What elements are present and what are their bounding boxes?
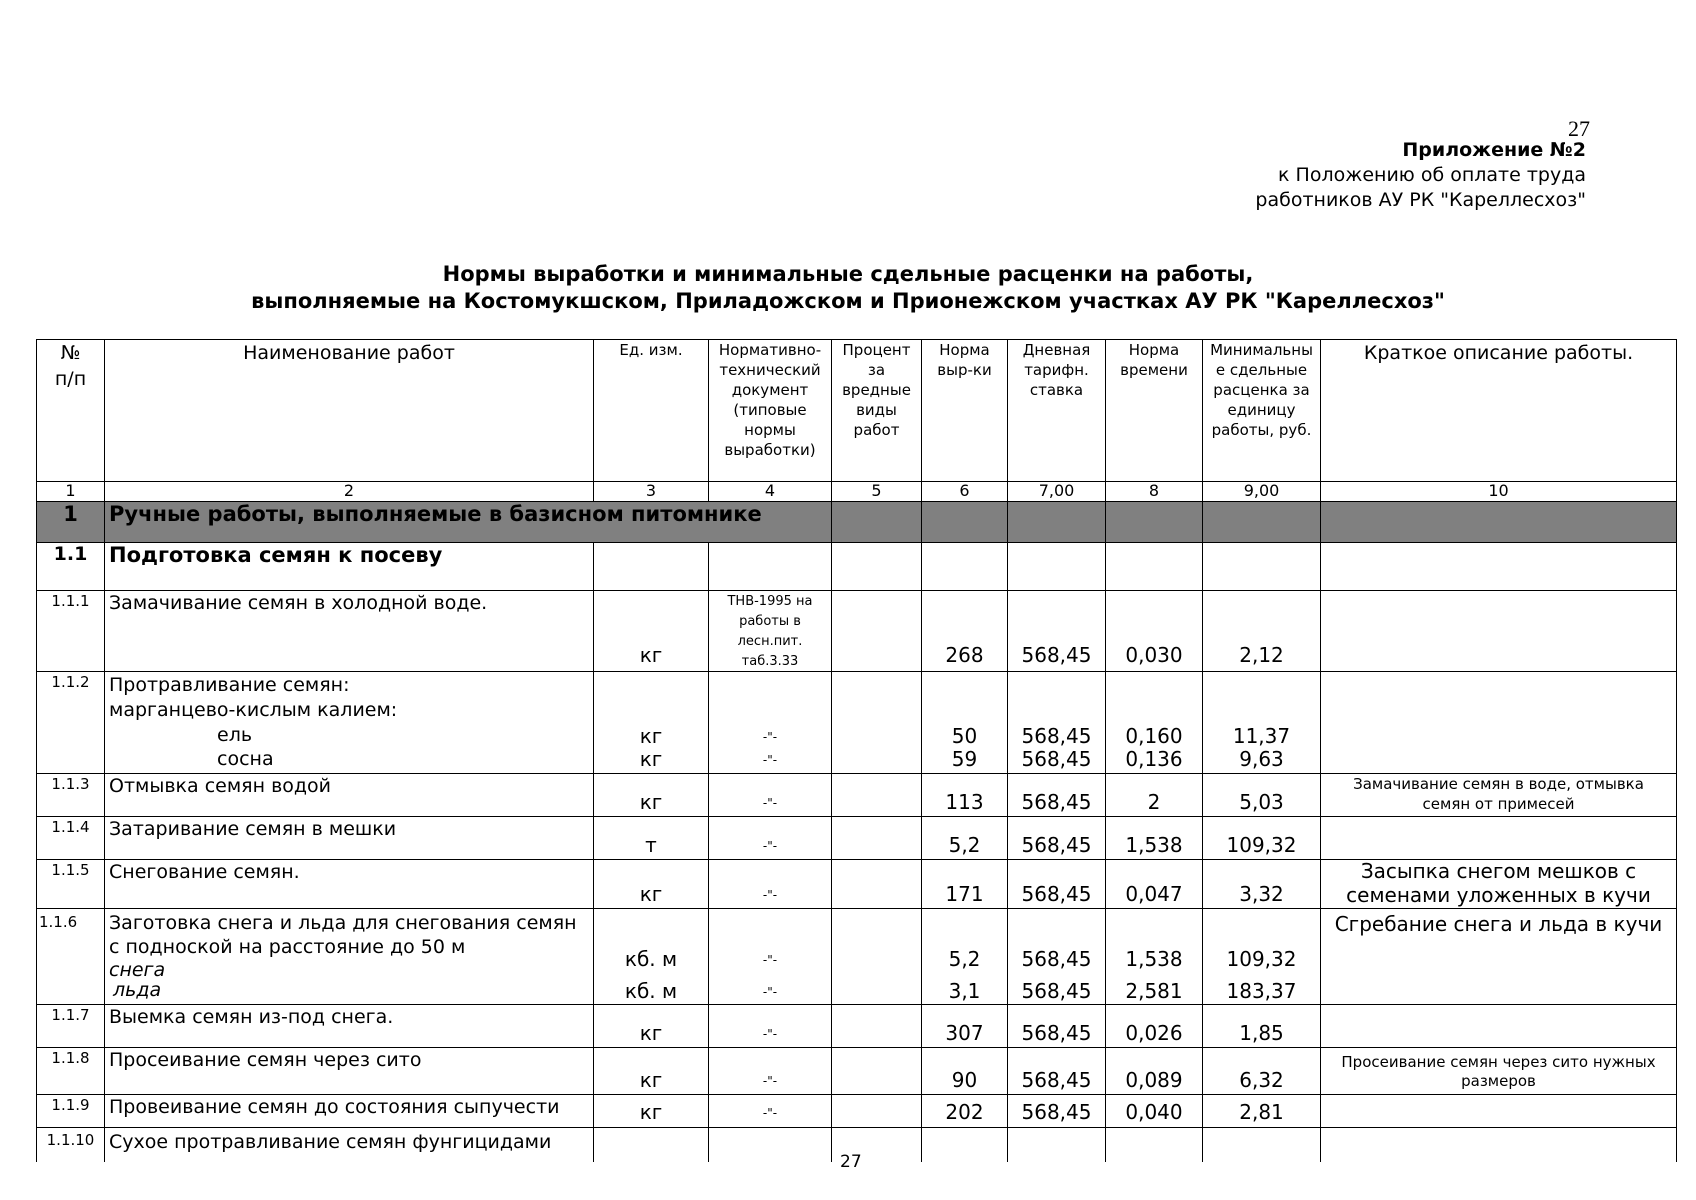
header-norm: Норма выр-ки [922, 340, 1008, 482]
header-no: № п/п [37, 340, 105, 482]
norm-value: 307 [945, 1021, 984, 1045]
description: семян от примесей [1422, 795, 1575, 813]
price-value: 3,32 [1239, 882, 1284, 906]
column-numbers-row [37, 482, 1677, 502]
description: размеров [1461, 1072, 1536, 1090]
col-number: 5 [832, 482, 922, 502]
work-name: Снегование семян. [109, 861, 300, 883]
norm-document: -"- [762, 1074, 778, 1088]
sub-item-name: снега [109, 959, 166, 981]
description: Сгребание снега и льда в кучи [1334, 912, 1663, 936]
time-value: 1,538 [1125, 833, 1183, 857]
section-row [37, 502, 1677, 543]
col-number: 8 [1106, 482, 1203, 502]
unit: кг [639, 1100, 663, 1124]
table-row [37, 1095, 1677, 1128]
unit: кг [639, 790, 663, 814]
rate-value: 568,45 [1021, 724, 1092, 748]
col-number: 9,00 [1203, 482, 1321, 502]
work-name: Сухое протравливание семян фунгицидами [109, 1131, 552, 1153]
subsection-row [37, 543, 1677, 591]
norm-value: 113 [945, 790, 984, 814]
col-number: 6 [922, 482, 1008, 502]
unit: кг [639, 747, 663, 771]
header-time: Норма времени [1106, 340, 1203, 482]
page-number-bottom: 27 [840, 1152, 862, 1172]
header-price: Минимальны е сдельные расценка за единицу работы, руб. [1203, 340, 1321, 482]
rate-value: 568,45 [1021, 979, 1092, 1003]
price-value: 2,12 [1239, 643, 1284, 667]
work-name: Замачивание семян в холодной воде. [109, 592, 488, 614]
time-value: 0,089 [1125, 1068, 1183, 1092]
unit: кг [639, 1021, 663, 1045]
row-number: 1.1.5 [51, 861, 90, 879]
row-number: 1.1.6 [39, 913, 78, 931]
subsection-number: 1.1 [37, 543, 105, 591]
document-title-line-2: выполняемые на Костомукшском, Приладожском и Прионежском участках АУ РК "Кареллесхоз" [251, 289, 1445, 313]
subsection-title: Подготовка семян к посеву [105, 543, 594, 591]
header-description: Краткое описание работы. [1321, 340, 1677, 482]
norm-value: 3,1 [948, 979, 981, 1003]
rate-value: 568,45 [1021, 882, 1092, 906]
unit: кг [639, 882, 663, 906]
col-number: 10 [1321, 482, 1677, 502]
appendix-title: Приложение №2 [1402, 139, 1586, 161]
norm-value: 202 [945, 1100, 984, 1124]
work-name: Просеивание семян через сито [109, 1049, 422, 1071]
rate-value: 568,45 [1021, 1021, 1092, 1045]
description: Просеивание семян через сито нужных [1341, 1053, 1656, 1071]
header-rate: Дневная тарифн. ставка [1008, 340, 1106, 482]
work-name: Заготовка снега и льда для снегования семян [109, 912, 577, 934]
col-number: 7,00 [1008, 482, 1106, 502]
rate-value: 568,45 [1021, 790, 1092, 814]
table-row [37, 672, 1677, 774]
col-number: 3 [594, 482, 709, 502]
row-number: 1.1.9 [51, 1096, 90, 1114]
norm-document: -"- [762, 753, 778, 767]
norm-document: -"- [762, 888, 778, 902]
rate-value: 568,45 [1021, 1100, 1092, 1124]
col-number: 4 [709, 482, 832, 502]
row-number: 1.1.1 [51, 592, 90, 610]
row-number: 1.1.8 [51, 1049, 90, 1067]
description: Замачивание семян в воде, отмывка [1353, 775, 1644, 793]
norms-table [36, 339, 1677, 1162]
table-row [37, 909, 1677, 1005]
unit: кг [639, 1068, 663, 1092]
norm-value: 90 [951, 1068, 978, 1092]
table-row [37, 591, 1677, 672]
norm-value: 5,2 [948, 833, 981, 857]
work-name: Отмывка семян водой [109, 775, 332, 797]
section-number: 1 [37, 502, 105, 543]
price-value: 183,37 [1226, 979, 1297, 1003]
row-number: 1.1.10 [46, 1131, 95, 1149]
norm-value: 59 [951, 747, 978, 771]
time-value: 1,538 [1125, 947, 1183, 971]
table-row [37, 817, 1677, 860]
norm-value: 50 [951, 724, 978, 748]
rate-value: 568,45 [1021, 747, 1092, 771]
norm-value: 5,2 [948, 947, 981, 971]
rate-value: 568,45 [1021, 947, 1092, 971]
work-name: Затаривание семян в мешки [109, 818, 397, 840]
table-row [37, 774, 1677, 817]
price-value: 11,37 [1232, 724, 1291, 748]
header-unit: Ед. изм. [594, 340, 709, 482]
work-name: Выемка семян из-под снега. [109, 1006, 394, 1028]
rate-value: 568,45 [1021, 833, 1092, 857]
time-value: 0,136 [1125, 747, 1183, 771]
time-value: 0,026 [1125, 1021, 1183, 1045]
price-value: 5,03 [1239, 790, 1284, 814]
work-name-line-2: марганцево-кислым калием: [109, 699, 398, 721]
header-doc: Нормативно- технический документ (типовые нормы выработки) [709, 340, 832, 482]
row-number: 1.1.7 [51, 1006, 90, 1024]
time-value: 0,030 [1125, 643, 1183, 667]
norm-document: -"- [762, 730, 778, 744]
header-percent: Процент за вредные виды работ [832, 340, 922, 482]
time-value: 2,581 [1125, 979, 1183, 1003]
work-name: Провеивание семян до состояния сыпучести [109, 1096, 560, 1118]
norm-document: -"- [762, 985, 778, 999]
price-value: 9,63 [1239, 747, 1284, 771]
price-value: 2,81 [1239, 1100, 1284, 1124]
table-row [37, 1005, 1677, 1048]
unit: кг [639, 724, 663, 748]
norm-value: 268 [945, 643, 984, 667]
work-name-line-2: с подноской на расстояние до 50 м [109, 936, 466, 958]
norm-document: -"- [762, 839, 778, 853]
rate-value: 568,45 [1021, 643, 1092, 667]
description: Засыпка снегом мешков с [1360, 859, 1637, 883]
norm-document: -"- [762, 1027, 778, 1041]
rate-value: 568,45 [1021, 1068, 1092, 1092]
document-title-line-1: Нормы выработки и минимальные сдельные расценки на работы, [442, 262, 1254, 286]
header-name: Наименование работ [105, 340, 594, 482]
row-number: 1.1.3 [51, 775, 90, 793]
unit: кб. м [624, 979, 678, 1003]
price-value: 109,32 [1226, 833, 1297, 857]
col-number: 1 [37, 482, 105, 502]
work-name: Протравливание семян: [109, 674, 350, 696]
sub-item-name: сосна [217, 748, 274, 770]
appendix-line-1: к Положению об оплате труда [1278, 164, 1586, 186]
row-number: 1.1.4 [51, 818, 90, 836]
time-value: 0,040 [1125, 1100, 1183, 1124]
norm-document: -"- [762, 1106, 778, 1120]
description: семенами уложенных в кучи [1346, 883, 1651, 907]
price-value: 1,85 [1239, 1021, 1284, 1045]
time-value: 0,160 [1125, 724, 1183, 748]
norm-value: 171 [945, 882, 984, 906]
time-value: 2 [1147, 790, 1161, 814]
norm-document: ТНВ-1995 на работы в лесн.пит. таб.3.33 [727, 594, 813, 669]
price-value: 6,32 [1239, 1068, 1284, 1092]
unit: т [645, 833, 657, 857]
page-number-top: 27 [1568, 116, 1590, 141]
norm-document: -"- [762, 796, 778, 810]
col-number: 2 [105, 482, 594, 502]
unit: кб. м [624, 947, 678, 971]
price-value: 109,32 [1226, 947, 1297, 971]
unit: кг [639, 643, 663, 667]
sub-item-name: ель [217, 724, 253, 746]
sub-item-name: льда [113, 979, 162, 1001]
row-number: 1.1.2 [51, 673, 90, 691]
norm-document: -"- [762, 953, 778, 967]
appendix-line-2: работников АУ РК "Кареллесхоз" [1255, 189, 1586, 211]
table-row [37, 860, 1677, 909]
section-title: Ручные работы, выполняемые в базисном питомнике [105, 502, 832, 543]
time-value: 0,047 [1125, 882, 1183, 906]
table-row [37, 1048, 1677, 1095]
header-row [37, 340, 1677, 482]
